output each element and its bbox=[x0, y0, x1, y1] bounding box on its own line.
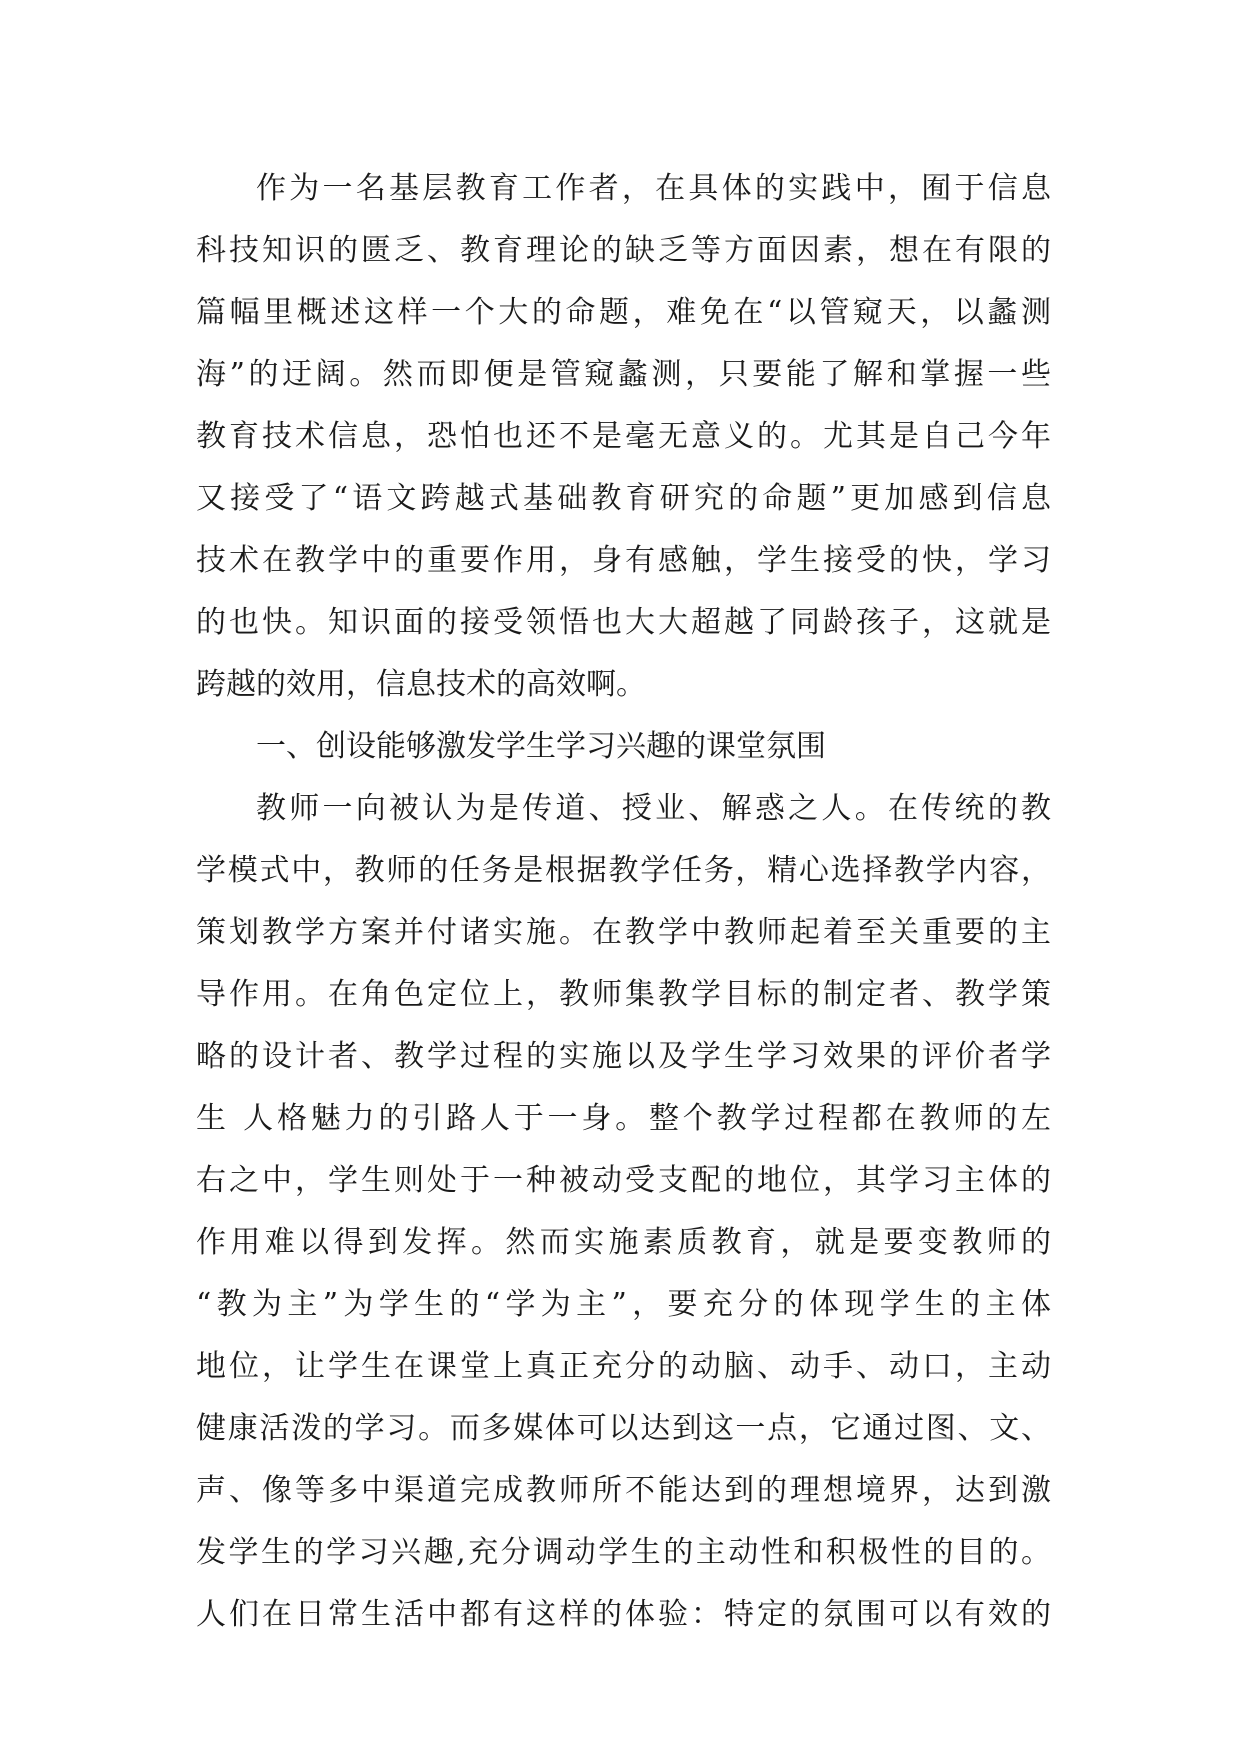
text-line: 技术在教学中的重要作用，身有感触，学生接受的快，学习 bbox=[196, 543, 1051, 578]
text-line: 学模式中，教师的任务是根据教学任务，精心选择教学内容， bbox=[196, 853, 1051, 888]
text-line: 科技知识的匮乏、教育理论的缺乏等方面因素，想在有限的 bbox=[196, 233, 1051, 268]
text-line: 右之中，学生则处于一种被动受支配的地位，其学习主体的 bbox=[196, 1163, 1051, 1198]
text-line: 又接受了“语文跨越式基础教育研究的命题”更加感到信息 bbox=[196, 481, 1051, 516]
text-line: 的也快。知识面的接受领悟也大大超越了同龄孩子，这就是 bbox=[196, 605, 1051, 640]
text-line: 人们在日常生活中都有这样的体验：特定的氛围可以有效的 bbox=[196, 1597, 1051, 1632]
section-heading: 一、创设能够激发学生学习兴趣的课堂氛围 bbox=[256, 729, 826, 764]
text-line: 跨越的效用，信息技术的高效啊。 bbox=[196, 667, 646, 702]
body-text bbox=[196, 158, 1051, 1646]
text-line: “教为主”为学生的“学为主”，要充分的体现学生的主体 bbox=[196, 1287, 1051, 1322]
text-line: 略的设计者、教学过程的实施以及学生学习效果的评价者学 bbox=[196, 1039, 1051, 1074]
text-line: 海”的迂阔。然而即便是管窥蠡测，只要能了解和掌握一些 bbox=[196, 357, 1051, 392]
text-line: 生 人格魅力的引路人于一身。整个教学过程都在教师的左 bbox=[196, 1101, 1051, 1136]
text-line: 教师一向被认为是传道、授业、解惑之人。在传统的教 bbox=[256, 791, 1051, 826]
text-line: 作用难以得到发挥。然而实施素质教育，就是要变教师的 bbox=[196, 1225, 1051, 1260]
text-line: 导作用。在角色定位上，教师集教学目标的制定者、教学策 bbox=[196, 977, 1051, 1012]
text-line: 发学生的学习兴趣,充分调动学生的主动性和积极性的目的。 bbox=[196, 1535, 1051, 1570]
text-line: 健康活泼的学习。而多媒体可以达到这一点，它通过图、文、 bbox=[196, 1411, 1051, 1446]
text-line: 篇幅里概述这样一个大的命题，难免在“以管窥天，以蠡测 bbox=[196, 295, 1051, 330]
text-line: 声、像等多中渠道完成教师所不能达到的理想境界，达到激 bbox=[196, 1473, 1051, 1508]
text-line: 作为一名基层教育工作者，在具体的实践中，囿于信息 bbox=[256, 171, 1051, 206]
text-line: 教育技术信息，恐怕也还不是毫无意义的。尤其是自己今年 bbox=[196, 419, 1051, 454]
text-line: 策划教学方案并付诸实施。在教学中教师起着至关重要的主 bbox=[196, 915, 1051, 950]
text-line: 地位，让学生在课堂上真正充分的动脑、动手、动口，主动 bbox=[196, 1349, 1051, 1384]
